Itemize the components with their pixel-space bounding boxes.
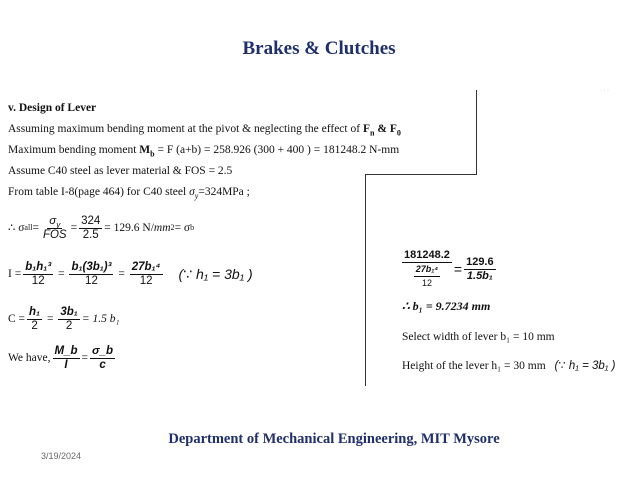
eq2-f1-den: 12 (31, 274, 45, 287)
eq3-lead: C = (8, 313, 26, 325)
divider-step (365, 174, 477, 175)
eq1-tail: = σ (174, 222, 191, 234)
width-result: ∴ b₁ = 9.7234 mm (402, 299, 491, 313)
moment-prefix: Maximum bending moment (8, 144, 140, 156)
neutral-axis-distance-equation: C = $\frac{\text{h₁}}{2}$ = $\frac{\text{3b₁}}{2}$ = 1.5 b₁ (8, 303, 119, 335)
eq3-fraction-2 (58, 306, 79, 333)
eq4-equals: = (81, 352, 88, 364)
height-line (402, 359, 615, 373)
divider-upper (476, 90, 477, 174)
bending-equation (8, 342, 117, 374)
right-equals: = (453, 261, 463, 277)
table-ref-prefix: From table I-8(page 464) for C40 steel (8, 186, 190, 198)
eq2-f3-num: 27b₁⁴ (131, 260, 161, 273)
eq1-f1-den: FOS (42, 228, 67, 241)
eq4-lead: We have, (8, 352, 51, 364)
right-f1-num: 181248.2 (404, 248, 450, 261)
right-f2-num: 129.6 (466, 255, 494, 268)
moment-equation: = F (a+b) = 258.926 (300 + 400 ) = 181248.2 N-mm (154, 144, 400, 156)
eq1-f2-num: 324 (81, 214, 101, 227)
eq2-fraction-3 (130, 261, 163, 288)
section-heading: v. Design of Lever (8, 102, 97, 114)
height-text: Height of the lever h₁ = 30 mm (402, 360, 546, 372)
right-fraction-2 (464, 256, 496, 283)
eq4-fraction-2 (90, 345, 115, 372)
eq2-fraction-1 (23, 261, 53, 288)
eq2-f2-den: 12 (85, 274, 98, 287)
force-fn: F (362, 123, 370, 135)
eq1-result: = 129.6 N/ (104, 222, 154, 234)
width-selection: Select width of lever b₁ = 10 mm (402, 331, 555, 343)
eq1-f2-den: 2.5 (82, 228, 99, 241)
eq2-f1-num: b₁h₁³ (25, 260, 52, 273)
eq3-result: = 1.5 b₁ (81, 313, 120, 325)
force-f0: F (389, 123, 397, 135)
eq2-note: (∵ h₁ = 3b₁ ) (178, 266, 253, 282)
height-note: (∵ h₁ = 3b₁ ) (554, 360, 616, 372)
eq1-unit: mm (153, 222, 171, 234)
eq3-f1-num: h₁ (29, 305, 41, 318)
right-f1-den-den: 12 (421, 277, 432, 288)
allowable-stress-equation: ∴ σ all = $\frac{\sigma_y}{\text{FOS}}$ = $\frac{324}{2.5}$ = 129.6 N/ mm 2 = σ b (8, 213, 194, 243)
eq4-f2-num: σ_b (92, 344, 114, 357)
eq1-lead: ∴ σ (8, 222, 25, 234)
eq4-f1-den: I (64, 358, 68, 371)
eq3-f2-num: 3b₁ (60, 305, 78, 318)
eq3-f1-den: 2 (31, 319, 38, 332)
eq2-f2-num: b₁(3b₁)³ (71, 260, 112, 273)
moment-line (8, 143, 399, 157)
sigma-symbol: σ (189, 186, 195, 198)
assumption-amp: & (374, 123, 390, 135)
eq1-equals: = (32, 222, 39, 234)
moment-of-inertia-equation: I = $\frac{\text{b₁h₁³}}{12}$ = $\frac{\text{b₁(3b₁)³}}{12}$ = $\frac{\text{27b₁⁴}}{12}$ (∵ h₁ = 3b₁ ) (8, 258, 253, 290)
footer-department: Department of Mechanical Engineering, MIT Mysore (168, 431, 500, 447)
right-f1-den-fraction (414, 263, 441, 290)
sigma-sub: y (194, 191, 199, 201)
divider-lower (365, 174, 366, 386)
eq4-f2-den: c (99, 358, 106, 371)
solve-width-equation (400, 247, 498, 291)
table-ref-line (8, 185, 250, 199)
eq4-f1-num: M_b (54, 344, 78, 357)
right-f1-den-num: 27b₁⁴ (414, 263, 441, 277)
slide-title: Brakes & Clutches (242, 38, 396, 59)
moment-symbol-sub: b (150, 149, 155, 159)
assumption-text: Assuming maximum bending moment at the pivot & neglecting the effect of (8, 123, 363, 135)
corner-mark: · · · (600, 88, 609, 94)
eq3-f2-den: 2 (65, 319, 73, 332)
assumption-line (8, 122, 401, 136)
eq3-fraction-1 (27, 306, 42, 333)
eq2-f3-den: 12 (139, 274, 153, 287)
eq1-fraction-2 (79, 215, 102, 242)
table-ref-value: =324MPa ; (198, 186, 250, 198)
eq1-equals-2: = (70, 222, 78, 234)
eq2-lead: I = (8, 268, 22, 280)
eq4-fraction-1 (53, 345, 80, 372)
eq1-fraction-1 (41, 215, 69, 242)
eq1-f1-num-sub: y (56, 219, 61, 229)
footer-date: 3/19/2024 (41, 451, 82, 461)
force-f0-sub: 0 (396, 128, 401, 138)
force-fn-sub: n (369, 128, 375, 138)
eq1-f1-num: σ (49, 214, 57, 227)
material-line: Assume C40 steel as lever material & FOS = 2.5 (8, 165, 233, 177)
moment-symbol: M (139, 144, 151, 156)
eq2-fraction-2 (69, 261, 113, 288)
right-f2-den: 1.5b₁ (466, 269, 493, 282)
right-fraction-1 (402, 249, 452, 290)
